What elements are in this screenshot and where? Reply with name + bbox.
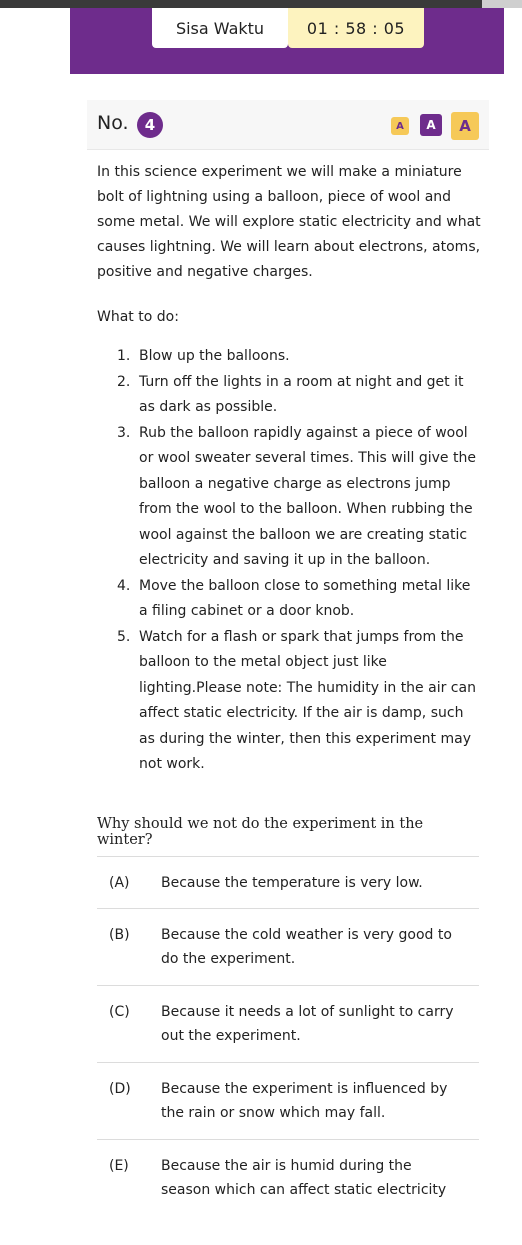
answer-option-c[interactable] xyxy=(97,985,479,1062)
step-text: Move the balloon close to something metal like a filing cabinet or a door knob. xyxy=(139,577,471,619)
timer-value: 01 : 58 : 05 xyxy=(288,8,424,48)
list-item xyxy=(117,344,477,370)
question-text: Why should we not do the experiment in the winter? xyxy=(97,816,424,848)
step-number: 4. xyxy=(117,577,131,594)
list-item xyxy=(117,370,477,421)
question-card-header xyxy=(87,100,489,150)
option-text: Because it needs a lot of sunlight to carry out the experiment. xyxy=(161,1004,454,1044)
passage-text: In this science experiment we will make a miniature bolt of lightning using a balloon, piece of wool and some metal. We will explore static electricity and what causes lightning. We will learn about electrons, atoms, positive and negative charges. xyxy=(97,164,481,280)
answer-option-e[interactable] xyxy=(97,1139,479,1216)
question-body xyxy=(87,150,489,1245)
step-text: Blow up the balloons. xyxy=(139,348,290,364)
timer-label: Sisa Waktu xyxy=(152,8,288,48)
list-item xyxy=(117,625,477,778)
step-number: 5. xyxy=(117,628,131,645)
option-text: Because the temperature is very low. xyxy=(161,875,423,891)
option-text: Because the cold weather is very good to do the experiment. xyxy=(161,927,452,967)
option-letter: (B) xyxy=(109,927,130,943)
list-item xyxy=(117,574,477,625)
right-margin xyxy=(504,74,522,1245)
option-letter: (D) xyxy=(109,1081,131,1097)
left-margin xyxy=(0,74,70,1245)
question-card xyxy=(87,100,489,1245)
answer-option-d[interactable] xyxy=(97,1062,479,1139)
font-size-medium-button[interactable]: A xyxy=(420,114,442,136)
todo-heading: What to do: xyxy=(97,309,179,325)
step-text: Turn off the lights in a room at night and get it as dark as possible. xyxy=(139,373,464,415)
font-size-large-button[interactable]: A xyxy=(451,112,479,140)
option-letter: (E) xyxy=(109,1158,129,1174)
list-item xyxy=(117,421,477,574)
steps-list xyxy=(117,344,477,778)
option-letter: (A) xyxy=(109,875,130,891)
question-number-label: No. xyxy=(97,112,129,134)
option-letter: (C) xyxy=(109,1004,130,1020)
timer-header xyxy=(70,8,504,74)
step-text: Watch for a flash or spark that jumps from the balloon to the metal object just like lighting.Please note: The humidity in the air can affect static electricity. If the air is damp, such as during the winter, then this experiment may not work. xyxy=(139,628,476,772)
step-number: 1. xyxy=(117,348,131,364)
option-text: Because the air is humid during the season which can affect static electricity xyxy=(161,1158,447,1198)
answer-option-a[interactable] xyxy=(97,856,479,908)
step-number: 3. xyxy=(117,424,131,441)
top-strip-light xyxy=(482,0,522,8)
step-text: Rub the balloon rapidly against a piece of wool or wool sweater several times. This will give the balloon a negative charge as electrons jump from the wool to the balloon. When rubbing the wool against the balloon we are creating static electricity and saving it up in the balloon. xyxy=(139,424,476,568)
top-strip xyxy=(0,0,522,8)
answer-option-b[interactable] xyxy=(97,908,479,985)
font-size-small-button[interactable]: A xyxy=(391,117,409,135)
option-text: Because the experiment is influenced by the rain or snow which may fall. xyxy=(161,1081,448,1121)
question-number-badge: 4 xyxy=(137,112,163,138)
step-number: 2. xyxy=(117,373,131,390)
